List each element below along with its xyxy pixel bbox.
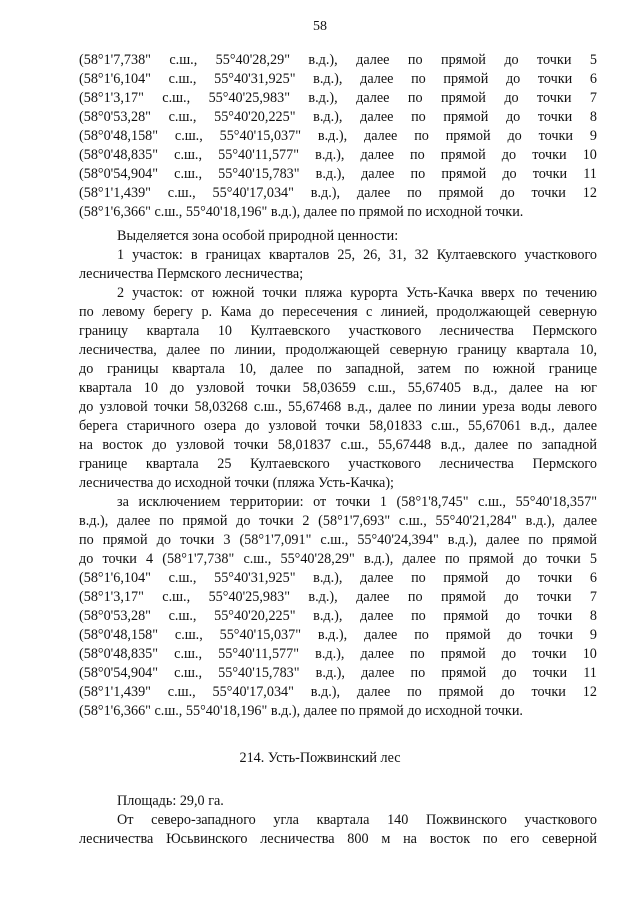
coordinate-word: (58°1'1,439" [79,185,151,201]
coordinates-list-1 [79,51,597,203]
coordinate-word: в.д.), [313,109,343,125]
coordinate-word: до [502,665,517,681]
coordinate-word: далее [360,109,394,125]
coordinate-word: в.д.), [315,147,345,163]
coordinate-word: точки [537,109,573,125]
coordinate-word: (58°0'48,158" [79,627,159,643]
coordinate-word: далее [356,52,390,68]
plot2-paragraph [79,284,597,493]
coordinate-word: в.д.), [313,570,343,586]
description-line: лесничества Юсьвинского лесничества 800 м на восток по его северной [79,831,597,847]
coordinate-word: по [410,665,426,681]
coordinate-word: 55°40'31,925" [214,71,296,87]
coordinate-word: по [407,684,422,700]
coordinate-word: в.д.), [310,684,341,700]
coordinate-word: 5 [589,52,597,68]
zone-section [79,227,597,721]
coordinate-word: 55°40'15,783" [218,166,300,182]
coordinate-row [79,51,597,70]
coordinate-word: точки [532,665,568,681]
coordinate-row [79,108,597,127]
coordinate-word: прямой [443,109,489,125]
coordinate-line-final-2: (58°1'6,366" с.ш., 55°40'18,196" в.д.), далее по прямой до исходной точки. [79,703,523,719]
coordinate-word: в.д.), [315,166,345,182]
coordinate-word: точки [531,684,566,700]
coordinates-block-1 [79,51,597,222]
coordinate-word: до [504,52,519,68]
coordinate-word: (58°0'54,904" [79,665,159,681]
plot2-line: до узловой точки 58,03268 с.ш., 55,67468 в.д., далее по линии уреза воды левого [79,399,597,415]
coordinate-word: 55°40'17,034" [212,684,294,700]
coordinate-word: 10 [582,147,597,163]
coordinate-word: прямой [441,52,486,68]
area-text: Площадь: 29,0 га. [117,793,224,809]
section-heading: 214. Усть-Пожвинский лес [239,750,401,766]
coordinate-row [79,70,597,89]
coordinate-word: 10 [582,646,597,662]
coordinate-word: с.ш., [162,589,191,605]
plot2-line: границу квартала 10 Култаевского участкового лесничества Пермского [79,323,597,339]
coordinate-word: по [411,570,426,586]
coordinate-word: точки [537,608,573,624]
coordinate-row [79,607,597,626]
coordinate-word: (58°0'53,28" [79,608,151,624]
coordinate-word: прямой [440,646,486,662]
coordinate-word: (58°0'54,904" [79,166,159,182]
coordinate-word: по [410,166,426,182]
coordinate-word: 9 [589,627,597,643]
coordinate-word: (58°0'48,158" [79,128,159,144]
coordinate-word: до [504,90,519,106]
coordinate-word: до [505,570,521,586]
coordinate-word: прямой [443,570,489,586]
coordinate-word: (58°1'3,17" [79,589,144,605]
coordinate-word: прямой [441,90,486,106]
coordinate-word: далее [360,608,394,624]
coordinate-word: с.ш., [167,684,196,700]
coordinate-row [79,664,597,683]
coordinate-word: (58°0'53,28" [79,109,151,125]
coordinate-word: прямой [441,166,487,182]
section-214-body [79,792,597,849]
coordinate-word: точки [531,185,566,201]
coordinate-word: далее [364,128,398,144]
plot1-line: 1 участок: в границах кварталов 25, 26, 31, 32 Култаевского участкового [117,247,597,263]
coordinate-word: точки [532,147,567,163]
coordinate-word: далее [356,589,390,605]
coordinate-word: 55°40'25,983" [208,589,290,605]
coordinate-word: (58°1'3,17" [79,90,144,106]
coordinate-word: с.ш., [174,627,203,643]
zone-intro: Выделяется зона особой природной ценности: [117,228,399,244]
coordinate-word: в.д.), [315,665,345,681]
coordinate-word: 55°40'15,037" [219,128,302,144]
coordinate-word: 55°40'25,983" [208,90,290,106]
coordinate-word: 8 [589,608,597,624]
coordinate-word: точки [537,570,573,586]
coordinate-word: с.ш., [168,109,197,125]
coordinate-word: далее [361,665,395,681]
coordinate-word: с.ш., [174,166,203,182]
coordinate-word: 55°40'28,29" [215,52,290,68]
coordinate-word: до [501,646,517,662]
coordinate-row [79,683,597,702]
coordinate-word: по [407,589,423,605]
coordinate-row [79,184,597,203]
coordinate-word: точки [538,128,573,144]
coordinate-word: в.д.), [308,52,338,68]
coordinate-word: далее [361,166,395,182]
coordinate-word: до [500,684,515,700]
coordinate-word: точки [532,166,568,182]
coordinate-word: в.д.), [317,128,348,144]
coordinate-word: далее [360,646,394,662]
coordinate-word: до [507,627,522,643]
coordinate-word: 55°40'20,225" [214,109,296,125]
coordinate-word: 6 [589,570,597,586]
coordinate-word: 55°40'31,925" [214,570,296,586]
coordinate-word: прямой [438,185,484,201]
coordinate-word: прямой [445,128,491,144]
coordinate-row [79,569,597,588]
coordinate-word: 7 [589,589,597,605]
coordinate-word: до [500,185,515,201]
coordinate-word: далее [356,684,391,700]
coordinate-word: по [407,90,423,106]
coordinate-word: прямой [438,684,484,700]
coordinate-word: 8 [589,109,597,125]
coordinate-word: 55°40'20,225" [214,608,296,624]
coordinate-word: в.д.), [308,90,338,106]
plot1-line: лесничества Пермского лесничества; [79,266,304,282]
coordinate-row [79,127,597,146]
coordinate-word: 55°40'15,037" [219,627,302,643]
coordinate-word: по [411,608,426,624]
coordinate-word: в.д.), [317,627,348,643]
coordinate-word: прямой [441,589,486,605]
coordinate-word: с.ш., [174,128,203,144]
coordinate-word: с.ш., [174,147,203,163]
exclusion-paragraph [79,493,597,569]
coordinate-row [79,146,597,165]
page-number: 58 [313,19,327,34]
coordinate-word: (58°1'7,738" [79,52,151,68]
coordinate-word: в.д.), [313,71,343,87]
coordinate-word: до [505,608,521,624]
coordinate-word: в.д.), [308,589,338,605]
coordinate-word: далее [364,627,398,643]
coordinate-word: в.д.), [313,608,343,624]
coordinate-word: до [505,71,521,87]
coordinate-word: в.д.), [315,646,345,662]
coordinate-word: 55°40'17,034" [212,185,294,201]
coordinate-word: прямой [443,71,489,87]
coordinate-word: точки [538,627,573,643]
plot2-line: берега старичного озера до узловой точки 58,01833 с.ш., 55,67061 в.д., далее [79,418,597,434]
coordinate-word: с.ш., [162,90,191,106]
coordinate-word: по [409,147,425,163]
plot2-line: на восток до узловой точки 58,01837 с.ш., 55,67448 в.д., далее по западной [79,437,597,453]
coordinate-word: точки [537,589,572,605]
coordinate-row [79,89,597,108]
exclusion-line: в.д.), далее по прямой до точки 2 (58°1'7,693" с.ш., 55°40'21,284" в.д.), далее [79,513,597,529]
coordinate-word: по [407,52,423,68]
coordinate-row [79,588,597,607]
exclusion-line: по прямой до точки 3 (58°1'7,091" с.ш., 55°40'24,394" в.д.), далее по прямой [79,532,597,548]
coordinate-word: по [411,71,426,87]
coordinate-word: с.ш., [174,665,203,681]
plot2-line: границе квартала 25 Култаевского участкового лесничества Пермского [79,456,597,472]
coordinate-word: до [502,166,517,182]
coordinate-row [79,645,597,664]
coordinate-word: с.ш., [168,570,197,586]
coordinate-word: прямой [445,627,491,643]
coordinate-word: 12 [582,684,597,700]
coordinate-line-final-1: (58°1'6,366" с.ш., 55°40'18,196" в.д.), далее по прямой по исходной точки. [79,204,524,220]
coordinate-word: (58°1'1,439" [79,684,151,700]
coordinate-word: до [507,128,522,144]
plot2-line: лесничества, далее по линии, продолжающей северную границу квартала 10, [79,342,597,358]
coordinate-word: точки [537,90,572,106]
coordinate-word: 11 [583,166,597,182]
coordinate-word: 11 [583,665,597,681]
coordinate-word: прямой [440,147,486,163]
exclusion-line: за исключением территории: от точки 1 (58°1'8,745" с.ш., 55°40'18,357" [117,494,597,510]
plot2-line: 2 участок: от южной точки пляжа курорта Усть-Качка вверх по течению [117,285,597,301]
coordinate-word: 55°40'15,783" [218,665,300,681]
coordinate-word: с.ш., [168,71,197,87]
plot2-line: до границы квартала 10, далее по западной, затем по южной границе [79,361,597,377]
coordinate-word: 55°40'11,577" [218,646,300,662]
coordinate-word: с.ш., [174,646,203,662]
coordinate-word: 55°40'11,577" [218,147,300,163]
exclusion-line: до точки 4 (58°1'7,738" с.ш., 55°40'28,29" в.д.), далее по прямой до точки 5 [79,551,597,567]
coordinate-word: по [411,109,426,125]
coordinate-word: по [409,646,425,662]
coordinate-word: 12 [582,185,597,201]
coordinate-word: далее [356,90,390,106]
coordinate-word: с.ш., [169,52,198,68]
coordinate-word: по [407,185,422,201]
coordinate-word: в.д.), [310,185,341,201]
coordinate-row [79,626,597,645]
coordinate-word: с.ш., [167,185,196,201]
coordinate-word: до [501,147,517,163]
coordinate-word: до [505,109,521,125]
plot2-line: лесничества до исходной точки (пляжа Усть-Качка); [79,475,394,491]
coordinate-word: 9 [589,128,597,144]
coordinate-word: далее [360,147,394,163]
plot2-line: квартала 10 до узловой точки 58,03659 с.ш., 55,67405 в.д., далее на юг [79,380,597,396]
coordinate-word: с.ш., [168,608,197,624]
coordinate-row [79,165,597,184]
coordinate-word: до [504,589,519,605]
coordinate-word: далее [360,570,394,586]
coordinate-word: по [414,627,429,643]
coordinate-word: (58°0'48,835" [79,646,159,662]
coordinate-word: 6 [589,71,597,87]
coordinate-word: по [414,128,429,144]
coordinate-word: (58°0'48,835" [79,147,159,163]
coordinate-word: точки [537,52,572,68]
description-line: От северо-западного угла квартала 140 Пожвинского участкового [117,812,597,828]
coordinate-word: точки [537,71,573,87]
coordinate-word: прямой [441,665,487,681]
coordinate-word: точки [532,646,567,662]
coordinates-list-2 [79,569,597,702]
coordinate-word: (58°1'6,104" [79,570,151,586]
coordinate-word: прямой [443,608,489,624]
coordinate-word: (58°1'6,104" [79,71,151,87]
plot2-line: по левому берегу р. Кама до пересечения с линией, продолжающей северную [79,304,597,320]
coordinate-word: далее [360,71,394,87]
coordinate-word: 7 [589,90,597,106]
coordinate-word: далее [356,185,391,201]
